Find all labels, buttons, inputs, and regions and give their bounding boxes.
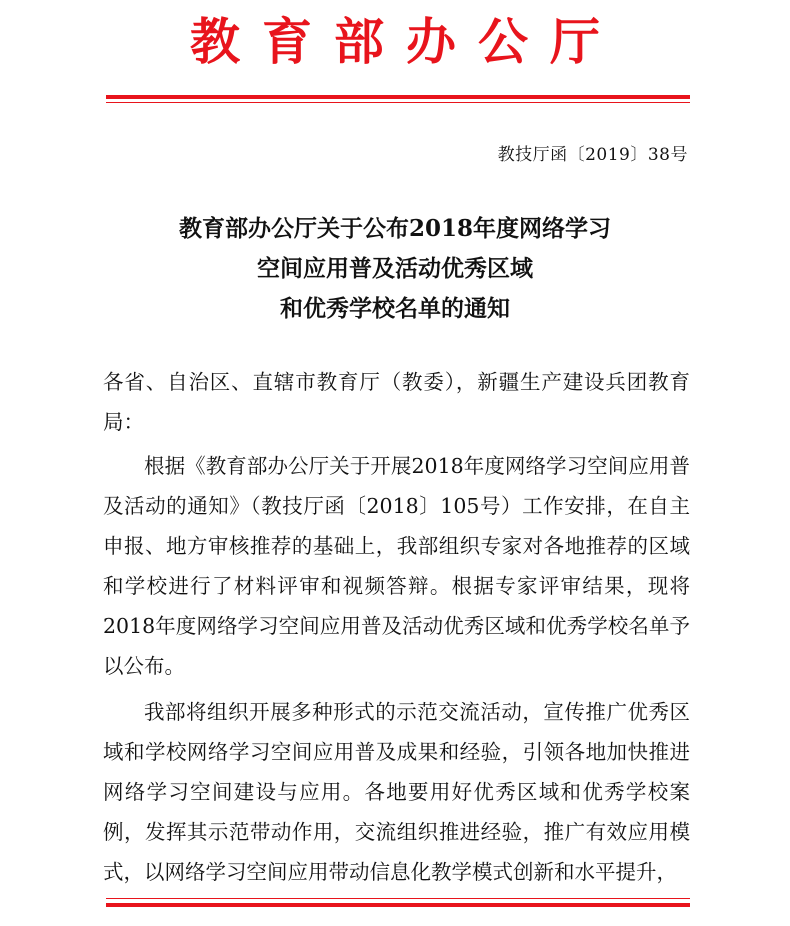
body-paragraph: 根据《教育部办公厅关于开展2018年度网络学习空间应用普及活动的通知》（教技厅函〔2018〕105号）工作安排，在自主申报、地方审核推荐的基础上，我部组织专家对各地推荐的区域和学校进行了材料评审和视频答辩。根据专家评审结果，现将2018年度网络学习空间应用普及活动优秀区域和优秀学校名单予以公布。 [103,454,690,678]
footer-divider-thick [106,903,690,907]
document-title-line: 和优秀学校名单的通知 [280,295,510,322]
document-body [103,362,690,892]
addressee-line: 各省、自治区、直辖市教育厅（教委），新疆生产建设兵团教育局： [103,370,690,434]
footer-divider-thin [106,898,690,899]
letterhead-divider-thin [106,102,690,103]
document-title-line: 空间应用普及活动优秀区域 [257,255,533,282]
letterhead-divider-thick [106,95,690,99]
letterhead-title: 教育部办公厅 [190,12,622,71]
document-number: 教技厅函〔2019〕38号 [497,145,688,165]
body-paragraph: 我部将组织开展多种形式的示范交流活动，宣传推广优秀区域和学校网络学习空间应用普及成果和经验，引领各地加快推进网络学习空间建设与应用。各地要用好优秀区域和优秀学校案例，发挥其示范带动作用，交流组织推进经验，推广有效应用模式，以网络学习空间应用带动信息化教学模式创新和水平提升， [103,700,690,884]
document-title [0,209,790,329]
document-title-line: 教育部办公厅关于公布2018年度网络学习 [178,215,611,242]
